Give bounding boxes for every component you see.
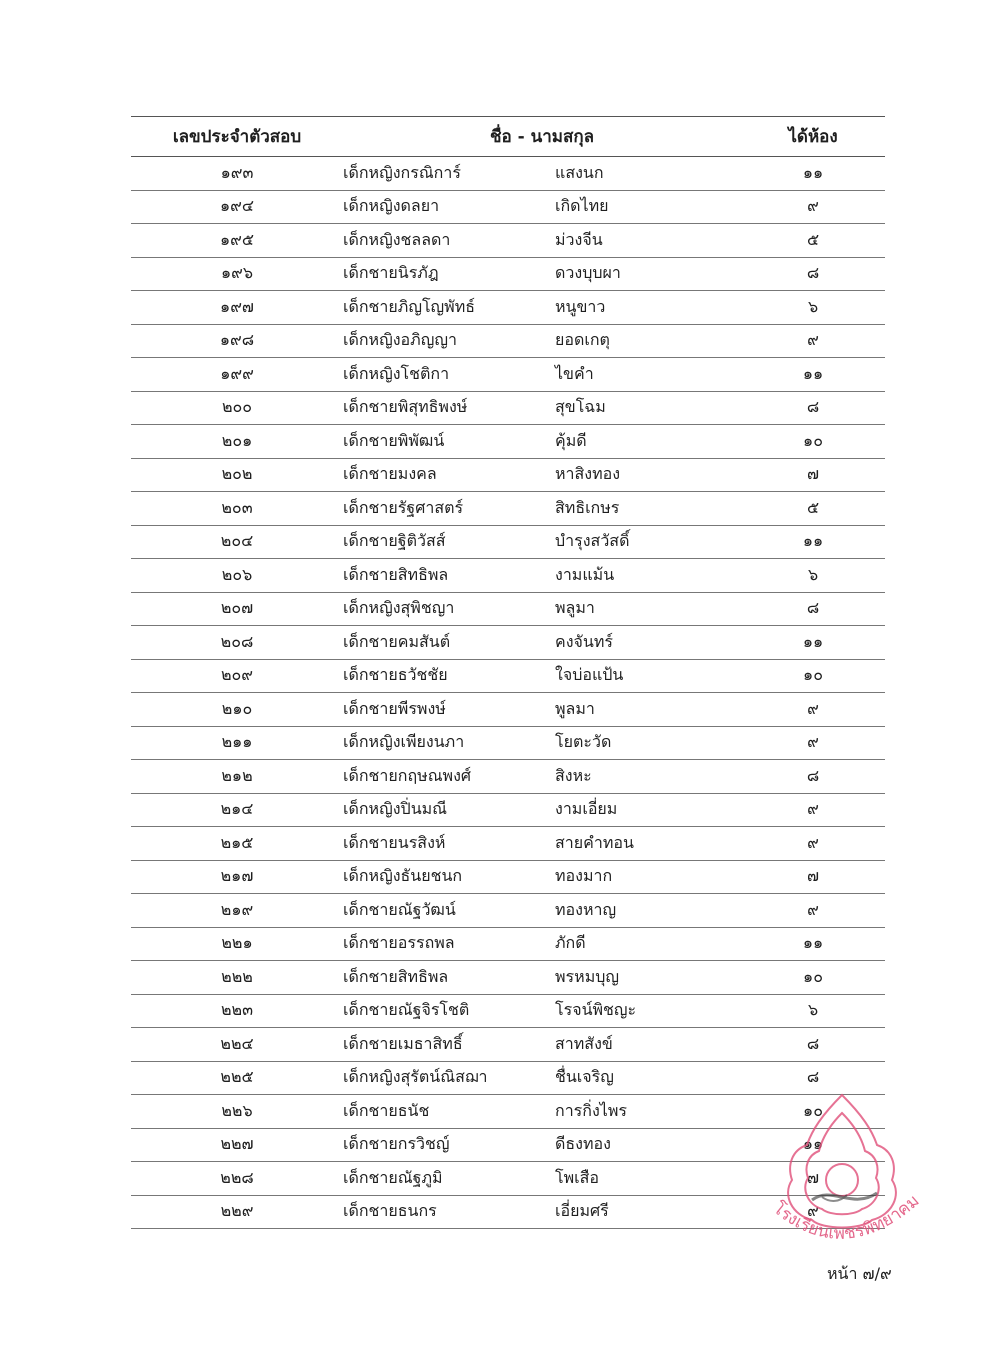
last-name-cell: งามแม้น [555,559,741,593]
exam-id-cell: ๒๐๐ [131,391,343,425]
first-name-cell: เด็กชายฐิติวัสส์ [343,525,555,559]
room-cell: ๙ [741,827,885,861]
table-row [131,894,885,928]
last-name-cell: เอี่ยมศรี [555,1195,741,1229]
first-name-cell: เด็กหญิงเพียงนภา [343,726,555,760]
last-name-cell: ชื่นเจริญ [555,1061,741,1095]
room-cell: ๘ [741,1028,885,1062]
room-cell: ๗ [741,860,885,894]
room-cell: ๑๐ [741,425,885,459]
last-name-cell: สุขโฉม [555,391,741,425]
first-name-cell: เด็กชายเมธาสิทธิ์ [343,1028,555,1062]
first-name-cell: เด็กชายณัฐภูมิ [343,1162,555,1196]
roster-table [131,116,885,1229]
last-name-cell: ไขคำ [555,358,741,392]
school-seal-stamp [752,1085,932,1265]
last-name-cell: โรจน์พิชญะ [555,994,741,1028]
first-name-cell: เด็กชายพีรพงษ์ [343,693,555,727]
room-cell: ๖ [741,559,885,593]
seal-text: โรงเรียนเพชรพิทยาคม [768,1190,924,1244]
last-name-cell: หาสิงทอง [555,458,741,492]
table-row [131,559,885,593]
first-name-cell: เด็กชายธนัช [343,1095,555,1129]
room-cell: ๘ [741,257,885,291]
table-row [131,224,885,258]
table-row [131,358,885,392]
exam-id-cell: ๑๙๘ [131,324,343,358]
exam-id-cell: ๒๒๙ [131,1195,343,1229]
last-name-cell: โยตะวัด [555,726,741,760]
last-name-cell: ม่วงจีน [555,224,741,258]
first-name-cell: เด็กชายสิทธิพล [343,559,555,593]
room-cell: ๑๐ [741,961,885,995]
room-cell: ๙ [741,324,885,358]
exam-id-cell: ๒๐๒ [131,458,343,492]
table-row [131,1028,885,1062]
first-name-cell: เด็กชายรัฐศาสตร์ [343,492,555,526]
table-row [131,425,885,459]
last-name-cell: สาทสังข์ [555,1028,741,1062]
room-cell: ๑๑ [741,1128,885,1162]
table-row [131,592,885,626]
exam-id-cell: ๒๑๗ [131,860,343,894]
last-name-cell: ดวงบุบผา [555,257,741,291]
exam-id-cell: ๒๒๔ [131,1028,343,1062]
exam-id-cell: ๒๐๘ [131,626,343,660]
last-name-cell: บำรุงสวัสดิ์ [555,525,741,559]
first-name-cell: เด็กชายนรสิงห์ [343,827,555,861]
room-cell: ๕ [741,224,885,258]
first-name-cell: เด็กชายณัฐจิรโชติ [343,994,555,1028]
first-name-cell: เด็กหญิงโชติกา [343,358,555,392]
room-cell: ๘ [741,1061,885,1095]
exam-id-cell: ๒๑๔ [131,793,343,827]
table-row [131,927,885,961]
table-row [131,291,885,325]
exam-id-cell: ๒๐๔ [131,525,343,559]
first-name-cell: เด็กชายกรวิชญ์ [343,1128,555,1162]
exam-id-cell: ๒๒๑ [131,927,343,961]
table-row [131,961,885,995]
room-cell: ๙ [741,1195,885,1229]
room-cell: ๗ [741,458,885,492]
first-name-cell: เด็กชายณัฐวัฒน์ [343,894,555,928]
table-row [131,827,885,861]
last-name-cell: พรหมบุญ [555,961,741,995]
first-name-cell: เด็กชายนิรภัฎ [343,257,555,291]
roster-body [131,157,885,1229]
last-name-cell: ภักดี [555,927,741,961]
room-cell: ๑๑ [741,927,885,961]
exam-id-cell: ๒๐๗ [131,592,343,626]
exam-id-cell: ๑๙๗ [131,291,343,325]
first-name-cell: เด็กหญิงปิ่นมณี [343,793,555,827]
table-row [131,760,885,794]
room-cell: ๑๑ [741,358,885,392]
first-name-cell: เด็กชายพิสุทธิพงษ์ [343,391,555,425]
first-name-cell: เด็กหญิงสุรัตน์ณิสฌา [343,1061,555,1095]
room-cell: ๘ [741,592,885,626]
last-name-cell: ทองมาก [555,860,741,894]
room-cell: ๙ [741,190,885,224]
first-name-cell: เด็กหญิงกรณิการ์ [343,157,555,191]
exam-id-cell: ๒๒๗ [131,1128,343,1162]
table-row [131,726,885,760]
room-cell: ๘ [741,760,885,794]
exam-id-cell: ๒๒๒ [131,961,343,995]
exam-id-cell: ๒๐๑ [131,425,343,459]
table-row [131,994,885,1028]
exam-id-cell: ๒๒๓ [131,994,343,1028]
last-name-cell: ใจบ่อแป้น [555,659,741,693]
last-name-cell: โพเสือ [555,1162,741,1196]
room-cell: ๕ [741,492,885,526]
room-cell: ๙ [741,894,885,928]
table-row [131,257,885,291]
last-name-cell: พูลมา [555,693,741,727]
first-name-cell: เด็กชายธวัชชัย [343,659,555,693]
last-name-cell: ดีธงทอง [555,1128,741,1162]
first-name-cell: เด็กชายสิทธิพล [343,961,555,995]
first-name-cell: เด็กชายธนกร [343,1195,555,1229]
first-name-cell: เด็กชายภิญโญพัทธ์ [343,291,555,325]
room-cell: ๙ [741,726,885,760]
exam-id-cell: ๒๐๖ [131,559,343,593]
room-cell: ๙ [741,693,885,727]
table-header-row [131,117,885,157]
exam-id-cell: ๑๙๔ [131,190,343,224]
exam-id-cell: ๑๙๖ [131,257,343,291]
room-cell: ๖ [741,994,885,1028]
last-name-cell: ยอดเกตุ [555,324,741,358]
first-name-cell: เด็กชายพิพัฒน์ [343,425,555,459]
last-name-cell: คุ้มดี [555,425,741,459]
table-row [131,190,885,224]
last-name-cell: การกิ่งไพร [555,1095,741,1129]
exam-id-cell: ๒๐๓ [131,492,343,526]
exam-id-cell: ๒๑๐ [131,693,343,727]
first-name-cell: เด็กหญิงธันยชนก [343,860,555,894]
last-name-cell: เกิดไทย [555,190,741,224]
room-cell: ๑๐ [741,659,885,693]
room-cell: ๗ [741,1162,885,1196]
last-name-cell: งามเอี่ยม [555,793,741,827]
exam-id-cell: ๑๙๓ [131,157,343,191]
table-row [131,324,885,358]
table-row [131,693,885,727]
last-name-cell: หนูขาว [555,291,741,325]
last-name-cell: คงจันทร์ [555,626,741,660]
table-row [131,157,885,191]
first-name-cell: เด็กหญิงดลยา [343,190,555,224]
table-row [131,860,885,894]
first-name-cell: เด็กชายมงคล [343,458,555,492]
room-cell: ๑๑ [741,626,885,660]
room-cell: ๙ [741,793,885,827]
table-row [131,492,885,526]
table-row [131,793,885,827]
exam-id-cell: ๒๑๑ [131,726,343,760]
room-cell: ๑๐ [741,1095,885,1129]
first-name-cell: เด็กชายคมสันต์ [343,626,555,660]
room-cell: ๖ [741,291,885,325]
last-name-cell: พลูมา [555,592,741,626]
table-row [131,391,885,425]
exam-id-cell: ๑๙๕ [131,224,343,258]
last-name-cell: แสงนก [555,157,741,191]
exam-id-cell: ๒๒๕ [131,1061,343,1095]
header-exam-id: เลขประจำตัวสอบ [131,117,343,157]
first-name-cell: เด็กชายอรรถพล [343,927,555,961]
table-row [131,659,885,693]
last-name-cell: ทองหาญ [555,894,741,928]
table-row [131,458,885,492]
exam-id-cell: ๒๒๘ [131,1162,343,1196]
first-name-cell: เด็กหญิงชลลดา [343,224,555,258]
exam-id-cell: ๒๐๙ [131,659,343,693]
first-name-cell: เด็กชายกฤษณพงศ์ [343,760,555,794]
last-name-cell: สิทธิเกษร [555,492,741,526]
exam-id-cell: ๑๙๙ [131,358,343,392]
first-name-cell: เด็กหญิงสุพิชญา [343,592,555,626]
header-full-name: ชื่อ - นามสกุล [343,117,741,157]
room-cell: ๑๑ [741,525,885,559]
last-name-cell: สายคำทอน [555,827,741,861]
exam-id-cell: ๒๑๙ [131,894,343,928]
table-row [131,626,885,660]
exam-id-cell: ๒๑๕ [131,827,343,861]
last-name-cell: สิงหะ [555,760,741,794]
exam-id-cell: ๒๑๒ [131,760,343,794]
first-name-cell: เด็กหญิงอภิญญา [343,324,555,358]
room-cell: ๑๑ [741,157,885,191]
room-cell: ๘ [741,391,885,425]
page-number: หน้า ๗/๙ [827,1264,892,1283]
exam-id-cell: ๒๒๖ [131,1095,343,1129]
table-row [131,525,885,559]
header-room: ได้ห้อง [741,117,885,157]
